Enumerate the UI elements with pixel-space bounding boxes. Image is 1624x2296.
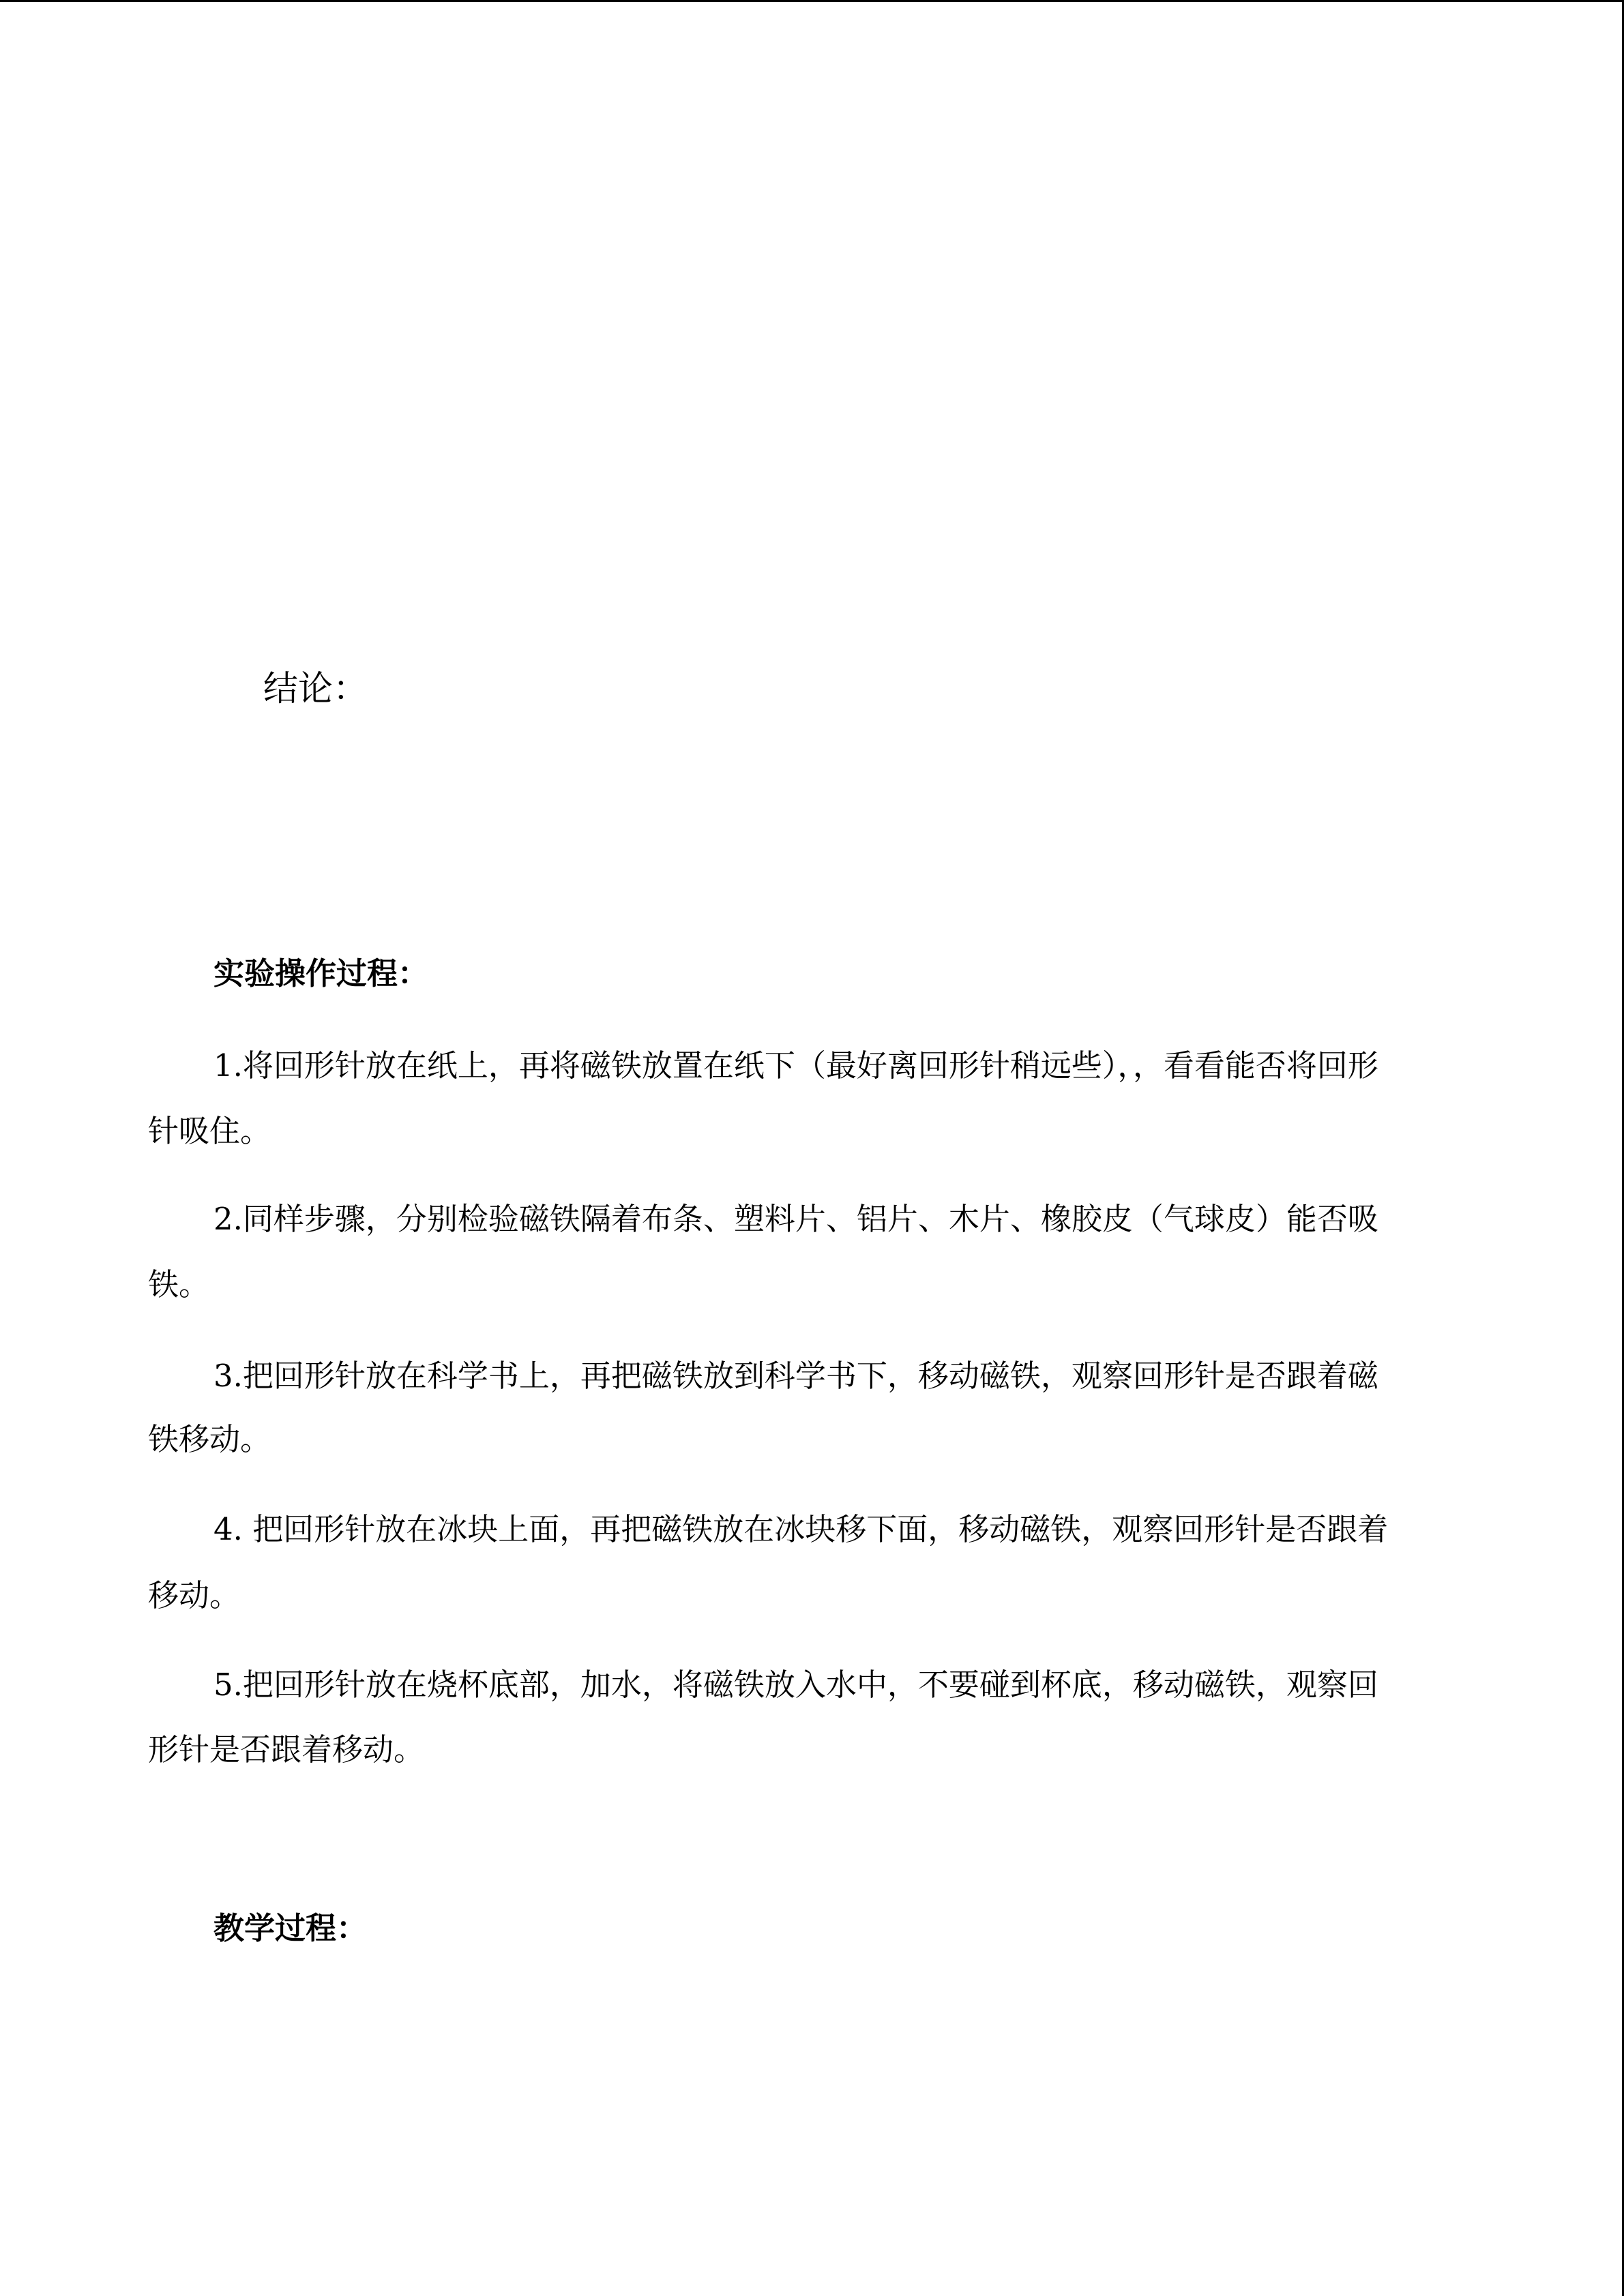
step-3-line-1: 3.把回形针放在科学书上，再把磁铁放到科学书下，移动磁铁，观察回形针是否跟着磁 [213, 1358, 1378, 1394]
step-1-line-1: 1.将回形针放在纸上，再将磁铁放置在纸下（最好离回形针稍远些），，看看能否将回形 [213, 1047, 1378, 1084]
step-2-line-2: 铁。 [148, 1266, 210, 1302]
step-5-line-1: 5.把回形针放在烧杯底部，加水，将磁铁放入水中，不要碰到杯底，移动磁铁，观察回 [213, 1667, 1378, 1703]
teaching-process-heading: 教学过程： [213, 1910, 368, 1946]
step-2-line-1: 2.同样步骤，分别检验磁铁隔着布条、塑料片、铝片、木片、橡胶皮（气球皮）能否吸 [213, 1201, 1378, 1237]
conclusion-label: 结论： [263, 669, 368, 709]
step-4-line-1: 4. 把回形针放在冰块上面，再把磁铁放在冰块移下面，移动磁铁，观察回形针是否跟着 [213, 1511, 1389, 1547]
step-5-line-2: 形针是否跟着移动。 [148, 1731, 425, 1768]
step-4-line-2: 移动。 [148, 1577, 241, 1613]
step-3-line-2: 铁移动。 [148, 1421, 271, 1457]
step-1-line-2: 针吸住。 [148, 1113, 271, 1149]
page-border-top [0, 0, 1624, 2]
experiment-process-heading: 实验操作过程： [213, 955, 429, 992]
